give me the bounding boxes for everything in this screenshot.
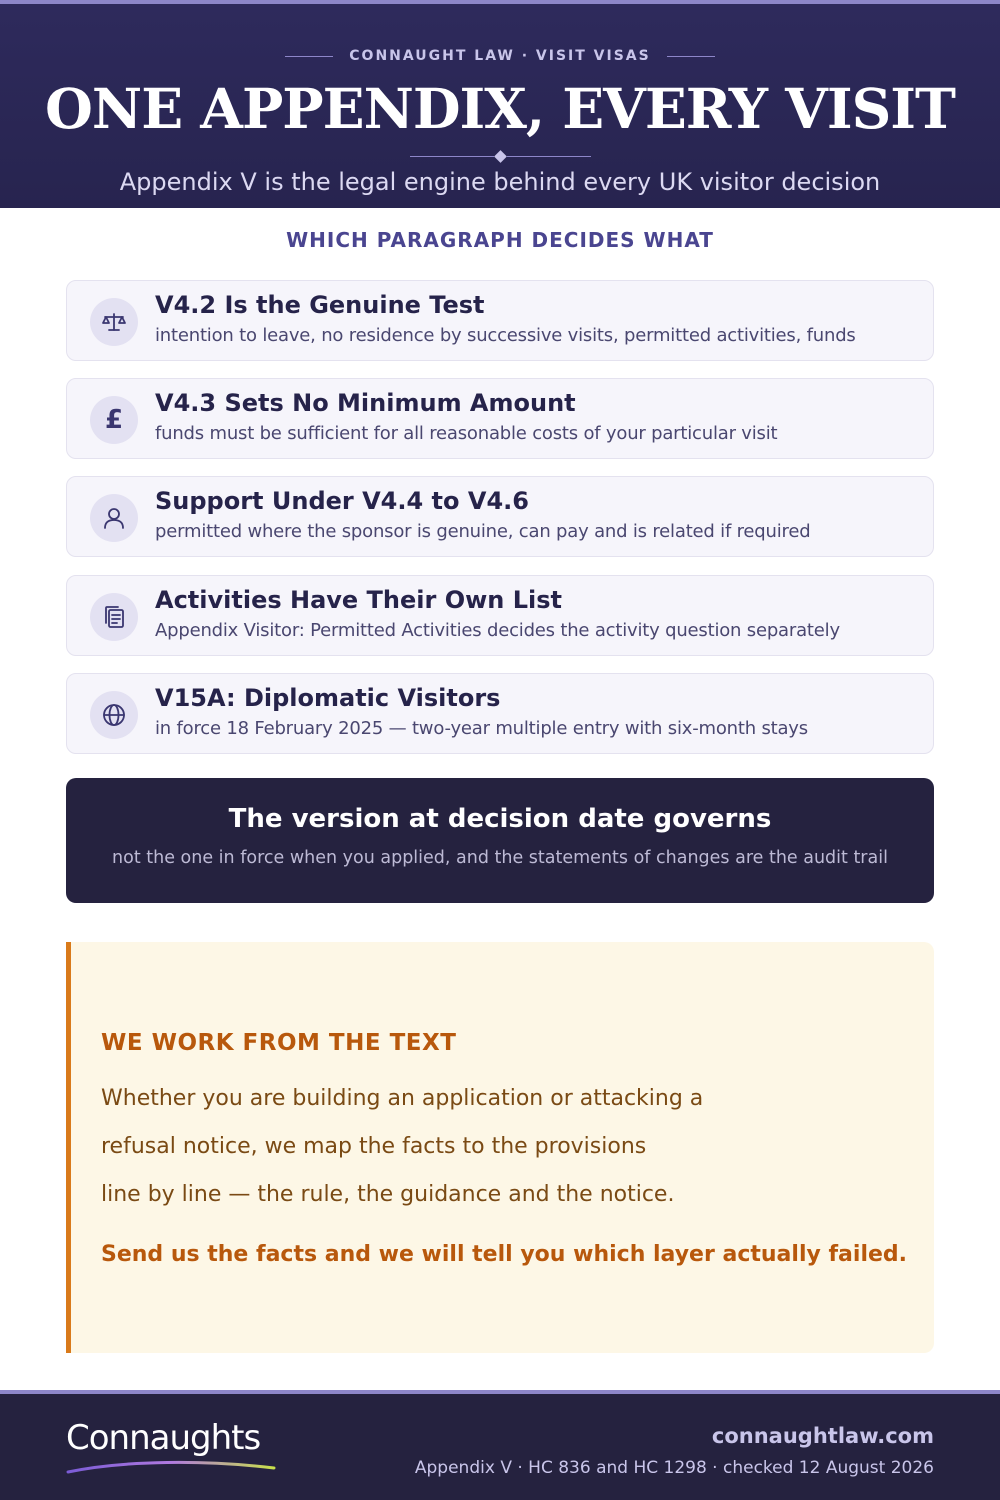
kicker-rule-left <box>285 56 333 57</box>
documents-icon <box>90 593 138 641</box>
banner-subtitle: not the one in force when you applied, and the statements of changes are the audit trail <box>112 848 888 868</box>
card-title: V4.2 Is the Genuine Test <box>155 291 485 319</box>
callout-heading: WE WORK FROM THE TEXT <box>101 1030 457 1056</box>
title-divider <box>0 152 1000 161</box>
banner-title: The version at decision date governs <box>228 804 772 834</box>
card-title: Activities Have Their Own List <box>155 586 562 614</box>
card-description: permitted where the sponsor is genuine, can pay and is related if required <box>155 521 811 542</box>
website-link[interactable]: connaughtlaw.com <box>711 1424 934 1448</box>
card-support <box>66 476 934 557</box>
callout-line: Whether you are building an application or attacking a <box>101 1086 704 1111</box>
card-title: V4.3 Sets No Minimum Amount <box>155 389 576 417</box>
card-activities <box>66 575 934 656</box>
divider-line-right <box>507 156 591 157</box>
callout-line: line by line — the rule, the guidance and the notice. <box>101 1182 675 1207</box>
pound-glyph: £ <box>104 405 124 435</box>
globe-icon <box>90 691 138 739</box>
diamond-icon <box>494 150 507 163</box>
card-diplomatic-visitors <box>66 673 934 754</box>
kicker-rule-right <box>667 56 715 57</box>
card-description: in force 18 February 2025 — two-year multiple entry with six-month stays <box>155 718 808 739</box>
header <box>0 0 1000 208</box>
page-subtitle: Appendix V is the legal engine behind every UK visitor decision <box>119 168 881 196</box>
person-icon <box>90 494 138 542</box>
page-title: ONE APPENDIX, EVERY VISIT <box>45 76 955 141</box>
pound-icon <box>90 396 138 444</box>
kicker: CONNAUGHT LAW · VISIT VISAS <box>349 48 651 64</box>
logo-swoosh-icon <box>66 1458 276 1476</box>
card-description: Appendix Visitor: Permitted Activities decides the activity question separately <box>155 620 840 641</box>
footer-meta: Appendix V · HC 836 and HC 1298 · checked 12 August 2026 <box>414 1458 934 1478</box>
scales-icon <box>90 298 138 346</box>
card-description: intention to leave, no residence by successive visits, permitted activities, funds <box>155 325 856 346</box>
card-description: funds must be sufficient for all reasonable costs of your particular visit <box>155 423 778 444</box>
callout-line: refusal notice, we map the facts to the provisions <box>101 1134 647 1159</box>
card-title: V15A: Diplomatic Visitors <box>155 684 501 712</box>
connaughts-logo: Connaughts <box>66 1418 261 1458</box>
card-genuine-test <box>66 280 934 361</box>
card-minimum-amount <box>66 378 934 459</box>
callout-box <box>66 942 934 1353</box>
decision-date-banner <box>66 778 934 903</box>
footer <box>0 1390 1000 1500</box>
callout-cta: Send us the facts and we will tell you which layer actually failed. <box>101 1242 908 1267</box>
kicker-row <box>0 48 1000 64</box>
card-title: Support Under V4.4 to V4.6 <box>155 487 529 515</box>
section-title: WHICH PARAGRAPH DECIDES WHAT <box>286 228 714 252</box>
divider-line-left <box>410 156 494 157</box>
